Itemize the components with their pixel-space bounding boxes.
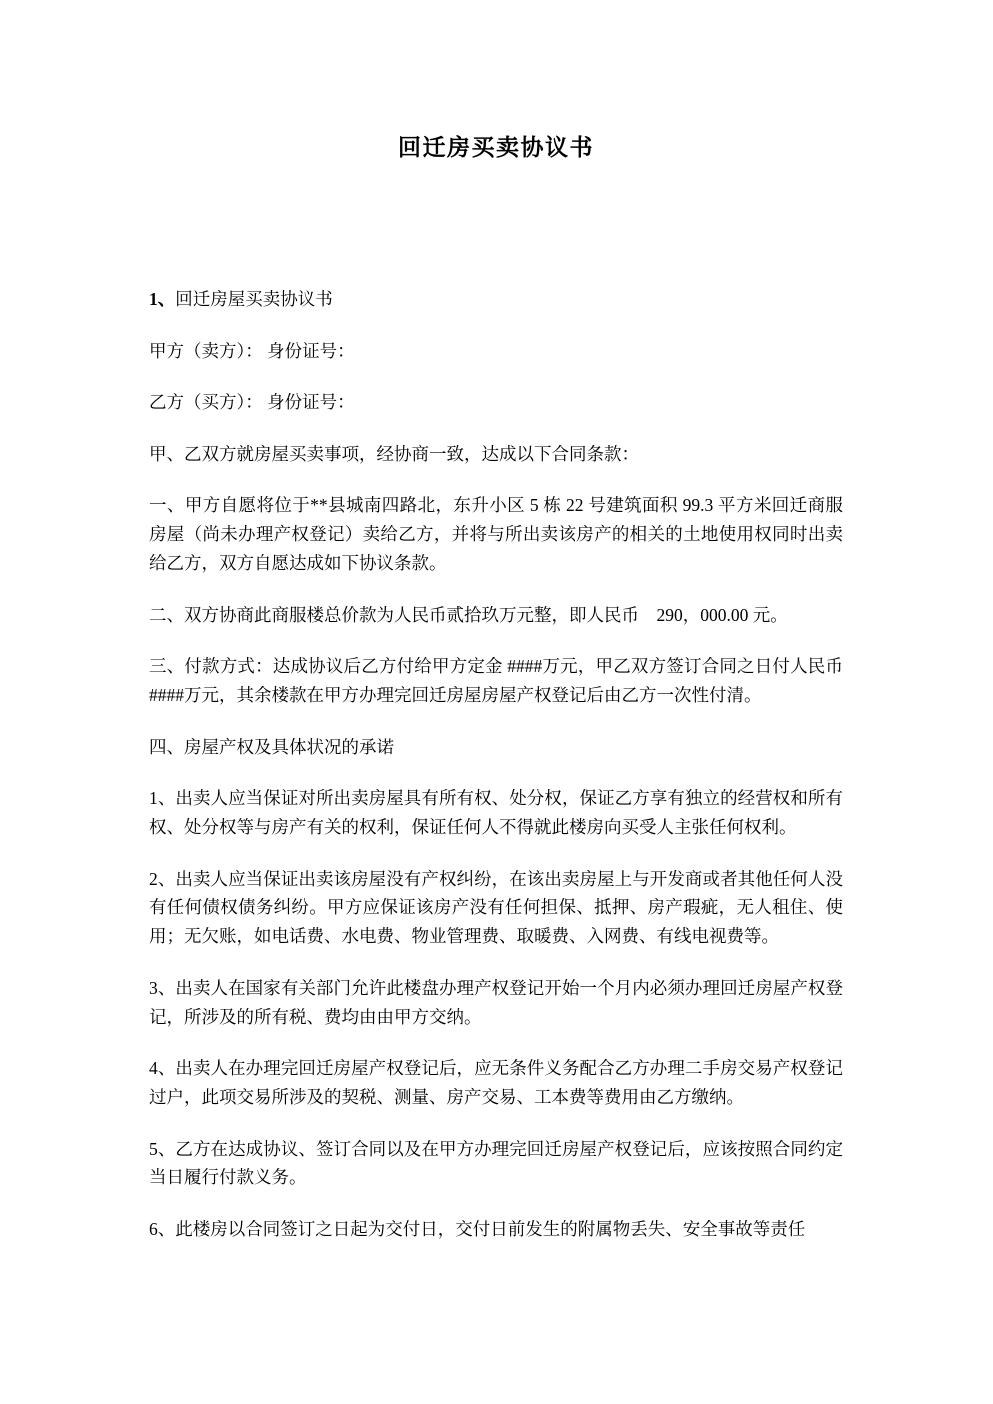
document-content <box>149 0 843 1266</box>
clause-1: 一、甲方自愿将位于**县城南四路北，东升小区 5 栋 22 号建筑面积 99.3 平方米回迁商服房屋（尚未办理产权登记）卖给乙方，并将与所出卖该房产的相关的土地使用权同时出卖给乙方，双方自愿达成如下协议条款。 <box>149 495 843 573</box>
clause-3-payment: 三、付款方式：达成协议后乙方付给甲方定金 ####万元，甲乙双方签订合同之日付人民币####万元，其余楼款在甲方办理完回迁房屋房屋产权登记后由乙方一次性付清。 <box>149 656 843 705</box>
para-preamble: 甲、乙双方就房屋买卖事项，经协商一致，达成以下合同条款： <box>149 443 639 464</box>
section-heading-number: 1、 <box>149 289 176 309</box>
clause-4-item-2: 2、出卖人应当保证出卖该房屋没有产权纠纷，在该出卖房屋上与开发商或者其他任何人没有任何债权债务纠纷。甲方应保证该房产没有任何担保、抵押、房产瑕疵，无人租住、使用；无欠账，如电话费、水电费、物业管理费、取暖费、入网费、有线电视费等。 <box>149 868 843 947</box>
clause-4-heading: 四、房屋产权及具体状况的承诺 <box>149 736 394 757</box>
clause-4-item-4: 4、出卖人在办理完回迁房屋产权登记后，应无条件义务配合乙方办理二手房交易产权登记过户，此项交易所涉及的契税、测量、房产交易、工本费等费用由乙方缴纳。 <box>149 1058 843 1107</box>
para-party-b: 乙方（买方）： 身份证号： <box>149 392 355 413</box>
clause-4-item-5: 5、乙方在达成协议、签订合同以及在甲方办理完回迁房屋产权登记后，应该按照合同约定当日履行付款义务。 <box>149 1138 843 1188</box>
section-heading <box>149 285 843 314</box>
clause-4-item-6: 6、此楼房以合同签订之日起为交付日，交付日前发生的附属物丢失、安全事故等责任 <box>149 1218 806 1239</box>
document-title: 回迁房买卖协议书 <box>398 135 594 160</box>
para-party-a: 甲方（卖方）： 身份证号： <box>149 340 355 361</box>
clause-4-item-3: 3、出卖人在国家有关部门允许此楼盘办理产权登记开始一个月内必须办理回迁房屋产权登记，所涉及的所有税、费均由由甲方交纳。 <box>149 977 843 1027</box>
section-heading-label: 回迁房屋买卖协议书 <box>175 289 333 309</box>
clause-2-price: 二、双方协商此商服楼总价款为人民币贰拾玖万元整，即人民币 290，000.00 元。 <box>149 604 788 625</box>
clause-4-item-1: 1、出卖人应当保证对所出卖房屋具有所有权、处分权，保证乙方享有独立的经营权和所有权、处分权等与房产有关的权利，保证任何人不得就此楼房向买受人主张任何权利。 <box>149 788 843 837</box>
